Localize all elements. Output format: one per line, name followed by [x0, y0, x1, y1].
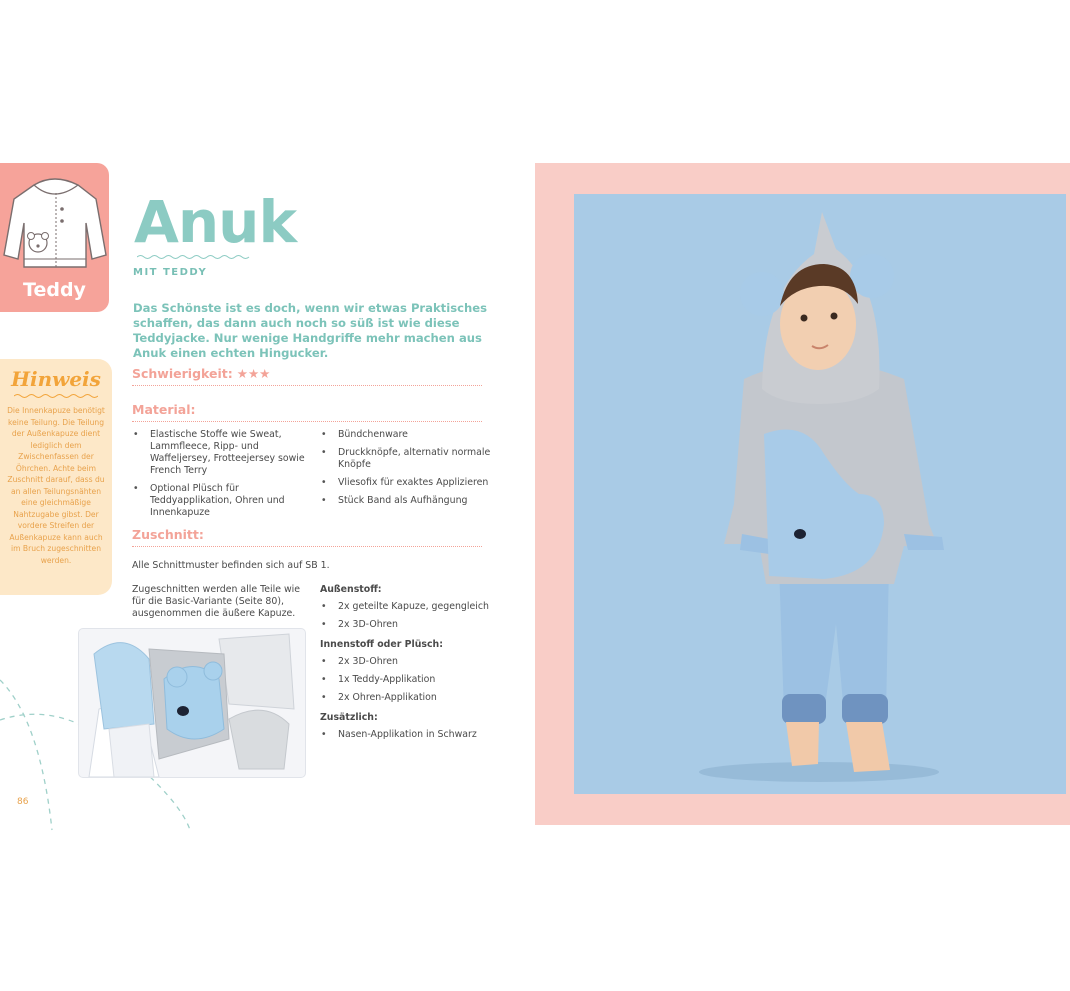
jacket-illustration-icon — [0, 163, 109, 273]
hint-box — [0, 359, 112, 595]
wave-divider-icon — [14, 393, 98, 399]
group-title: Zusätzlich: — [320, 712, 378, 723]
list-item: • Nasen-Applikation in Schwarz — [320, 729, 510, 741]
category-tab-teddy — [0, 163, 109, 312]
difficulty-stars: ★★★ — [236, 366, 271, 381]
list-item: • Stück Band als Aufhängung — [320, 495, 500, 507]
section-divider — [132, 421, 482, 422]
group-list — [320, 601, 510, 631]
list-item: • 2x Ohren-Applikation — [320, 692, 510, 704]
product-photo — [574, 194, 1066, 794]
section-divider — [132, 385, 482, 386]
zuschnitt-heading: Zuschnitt: — [132, 527, 204, 542]
zuschnitt-note: Alle Schnittmuster befinden sich auf SB 1. — [132, 560, 330, 571]
page-title: Anuk — [134, 188, 297, 256]
child-in-teddy-jacket-illustration — [574, 194, 1066, 794]
zuschnitt-left-text: Zugeschnitten werden alle Teile wie für die Basic-Variante (Seite 80), ausgenommen die äußere Kapuze. — [132, 584, 301, 619]
intro-text: Das Schönste ist es doch, wenn wir etwas Praktisches schaffen, das dann auch noch so süß ist wie diese Teddyjacke. Nur wenige Handgriffe mehr machen aus Anuk einen echten Hingucker. — [133, 301, 487, 360]
group-title: Außenstoff: — [320, 584, 382, 595]
hint-text: Die Innenkapuze benötigt keine Teilung. Die Teilung der Außenkapuze dient lediglich dem Zwischenfassen der Öhrchen. Achte beim Zuschnitt darauf, dass du an allen Teilungsnähten eine gleichmäßige Nahtzugabe gibst. Der vordere Streifen der Außenkapuze kann auch im Bruch zugeschnitten werden. — [7, 406, 105, 565]
group-list — [320, 729, 510, 741]
list-item: • Elastische Stoffe wie Sweat, Lammfleece, Ripp- und Waffeljersey, Frotteejersey sowie French Terry — [132, 429, 307, 477]
list-item: • 2x 3D-Ohren — [320, 619, 510, 631]
list-item: • 1x Teddy-Applikation — [320, 674, 510, 686]
list-item: • Druckknöpfe, alternativ normale Knöpfe — [320, 447, 500, 471]
pattern-pieces-photo — [78, 628, 306, 778]
group-title: Innenstoff oder Plüsch: — [320, 639, 443, 650]
list-item: • 2x geteilte Kapuze, gegengleich — [320, 601, 510, 613]
page-subtitle: MIT TEDDY — [133, 267, 208, 278]
difficulty-heading — [132, 366, 270, 381]
list-item: • Bündchenware — [320, 429, 500, 441]
difficulty-label: Schwierigkeit: — [132, 366, 233, 381]
list-item: • Vliesofix für exaktes Applizieren — [320, 477, 500, 489]
material-heading: Material: — [132, 402, 196, 417]
list-item: • Optional Plüsch für Teddyapplikation, Ohren und Innenkapuze — [132, 483, 307, 519]
tab-label: Teddy — [23, 279, 86, 301]
list-item: • 2x 3D-Ohren — [320, 656, 510, 668]
material-list-right — [320, 429, 500, 513]
pattern-pieces-illustration — [79, 629, 305, 777]
wave-divider-icon — [137, 254, 253, 260]
section-divider — [132, 546, 482, 547]
zuschnitt-groups — [320, 584, 510, 747]
hint-title: Hinweis — [11, 367, 101, 391]
page-number: 86 — [17, 797, 29, 807]
group-list — [320, 656, 510, 704]
material-list-left — [132, 429, 307, 525]
